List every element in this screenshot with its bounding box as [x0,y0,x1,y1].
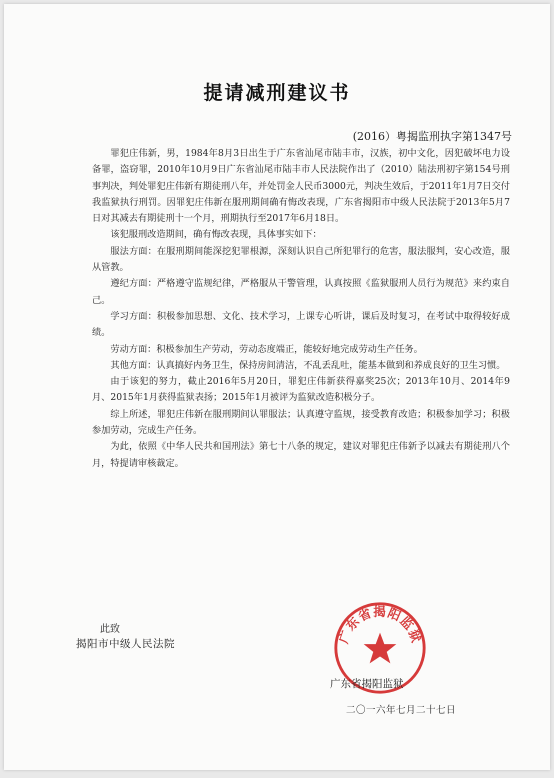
paragraph-other: 其他方面：认真搞好内务卫生，保持房间清洁，不乱丢乱吐，能基本做到和养成良好的卫生习惯。 [110,359,506,371]
paragraph-study: 学习方面：积极参加思想、文化、技术学习，上课专心听讲，课后及时复习，在考试中取得较好成绩。 [92,310,510,339]
document-page [4,4,550,770]
paragraph-recommendation: 为此，依照《中华人民共和国刑法》第七十八条的规定，建议对罪犯庄伟新予以减去有期徒刑八个月，特提请审核裁定。 [92,441,510,469]
paragraph-intro: 该犯服刑改造期间，确有悔改表现，具体事实如下： [110,229,322,241]
document-body [92,146,510,472]
paragraph-summary: 综上所述，罪犯庄伟新在服刑期间认罪服法；认真遵守监规，接受教育改造；积极参加学习；积极参加劳动，完成生产任务。 [92,408,510,437]
seal-text: 广东省揭阳监狱 [335,603,425,646]
signing-organization: 广东省揭阳监狱 [330,678,404,690]
paragraph-labor: 劳动方面：积极参加生产劳动，劳动态度端正，能较好地完成劳动生产任务。 [110,343,423,355]
recipient-court: 揭阳市中级人民法院 [76,638,175,650]
paragraph-law-obedience: 服法方面：在服刑期间能深挖犯罪根源，深刻认识自己所犯罪行的危害，服法服判，安心改造，服从管教。 [92,245,510,274]
paragraph-background: 罪犯庄伟新，男，1984年8月3日出生于广东省汕尾市陆丰市，汉族，初中文化，因犯破坏电力设备罪，盗窃罪，2010年10月9日广东省汕尾市陆丰市人民法院作出了（2010）陆法刑初字第154号刑事判决，判处罪犯庄伟新有期徒刑八年，并处罚金人民币3000元，判决生效后，于2011年1月7日交付我监狱执行刑罚。因罪犯庄伟新在服刑期间确有悔改表现，广东省揭阳市中级人民法院于2013年5月7日对其减去有期徒刑十一个月，刑期执行至2017年6月18日。 [92,148,510,225]
document-date: 二〇一六年七月二十七日 [346,705,457,716]
closing-salutation: 此致 [100,624,120,635]
document-number: (2016）粤揭监刑执字第1347号 [352,130,512,143]
paragraph-awards: 由于该犯的努力，截止2016年5月20日，罪犯庄伟新获得嘉奖25次；2013年10月、2014年9月、2015年1月获得监狱表扬；2015年1月被评为监狱改造积极分子。 [92,376,510,404]
seal-star [364,633,397,664]
document-title: 提请减刑建议书 [203,82,351,104]
paragraph-discipline: 遵纪方面：严格遵守监规纪律，严格服从干警管理，认真按照《监狱服刑人员行为规范》来约束自己。 [92,278,510,306]
